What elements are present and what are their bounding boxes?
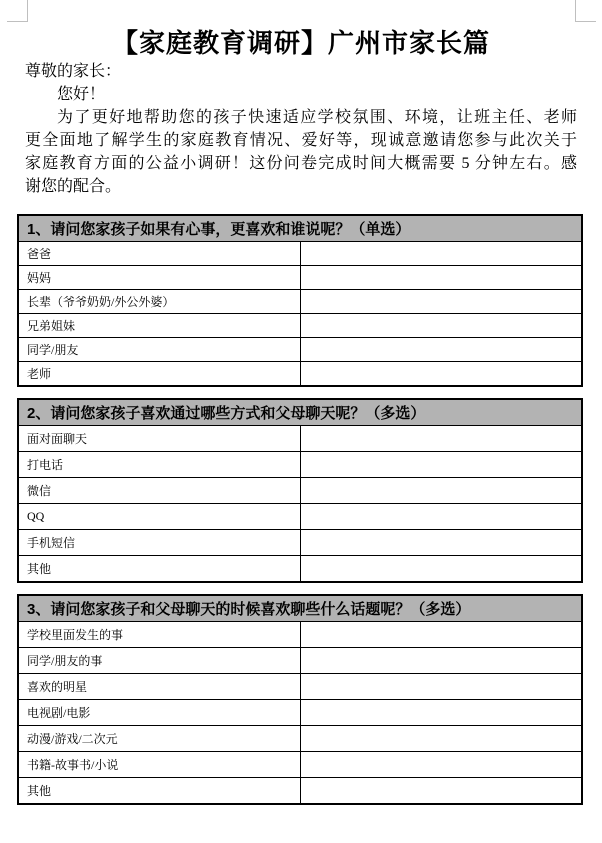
option-label: 动漫/游戏/二次元 xyxy=(18,726,300,752)
option-label: 妈妈 xyxy=(18,266,300,290)
table-row xyxy=(18,290,582,314)
option-label: 书籍-故事书/小说 xyxy=(18,752,300,778)
answer-cell[interactable] xyxy=(300,752,582,778)
question-tables xyxy=(17,214,583,805)
answer-cell[interactable] xyxy=(300,674,582,700)
intro-paragraph xyxy=(25,60,577,198)
question-2-header: 2、请问您家孩子喜欢通过哪些方式和父母聊天呢？（多选） xyxy=(18,399,582,426)
answer-cell[interactable] xyxy=(300,426,582,452)
question-1-header: 1、请问您家孩子如果有心事，更喜欢和谁说呢？（单选） xyxy=(18,215,582,242)
page-margin-mark-left xyxy=(7,0,28,22)
intro-line: 更全面地了解学生的家庭教育情况、爱好等，现诚意邀请您参与此次关于 xyxy=(25,132,577,149)
intro-greeting: 您好！ xyxy=(57,86,106,103)
option-label: 同学/朋友 xyxy=(18,338,300,362)
answer-cell[interactable] xyxy=(300,556,582,583)
table-row xyxy=(18,556,582,583)
answer-cell[interactable] xyxy=(300,362,582,387)
question-table-2 xyxy=(17,398,583,583)
intro-line: 家庭教育方面的公益小调研！这份问卷完成时间大概需要 5 分钟左右。感 xyxy=(25,155,577,172)
table-row xyxy=(18,362,582,387)
table-row xyxy=(18,726,582,752)
option-label: 打电话 xyxy=(18,452,300,478)
answer-cell[interactable] xyxy=(300,242,582,266)
table-row xyxy=(18,700,582,726)
answer-cell[interactable] xyxy=(300,622,582,648)
answer-cell[interactable] xyxy=(300,338,582,362)
option-label: 其他 xyxy=(18,778,300,805)
table-row xyxy=(18,504,582,530)
option-label: 电视剧/电影 xyxy=(18,700,300,726)
answer-cell[interactable] xyxy=(300,778,582,805)
option-label: 微信 xyxy=(18,478,300,504)
question-header-row xyxy=(18,399,582,426)
table-row xyxy=(18,426,582,452)
page-title: 【家庭教育调研】广州市家长篇 xyxy=(111,29,490,58)
table-row xyxy=(18,452,582,478)
option-label: 爸爸 xyxy=(18,242,300,266)
answer-cell[interactable] xyxy=(300,478,582,504)
answer-cell[interactable] xyxy=(300,700,582,726)
intro-line: 谢您的配合。 xyxy=(25,178,122,195)
intro-salutation: 尊敬的家长： xyxy=(25,63,122,80)
question-header-row xyxy=(18,595,582,622)
option-label: 学校里面发生的事 xyxy=(18,622,300,648)
answer-cell[interactable] xyxy=(300,290,582,314)
option-label: 同学/朋友的事 xyxy=(18,648,300,674)
table-row xyxy=(18,314,582,338)
answer-cell[interactable] xyxy=(300,504,582,530)
table-row xyxy=(18,530,582,556)
table-row xyxy=(18,266,582,290)
table-row xyxy=(18,478,582,504)
answer-cell[interactable] xyxy=(300,314,582,338)
table-row xyxy=(18,622,582,648)
answer-cell[interactable] xyxy=(300,266,582,290)
option-label: 面对面聊天 xyxy=(18,426,300,452)
option-label: 长辈（爷爷奶奶/外公外婆） xyxy=(18,290,300,314)
table-row xyxy=(18,778,582,805)
option-label: 其他 xyxy=(18,556,300,583)
question-header-row xyxy=(18,215,582,242)
option-label: 老师 xyxy=(18,362,300,387)
option-label: 兄弟姐妹 xyxy=(18,314,300,338)
option-label: QQ xyxy=(18,504,300,530)
question-3-header: 3、请问您家孩子和父母聊天的时候喜欢聊些什么话题呢？（多选） xyxy=(18,595,582,622)
page-margin-mark-right xyxy=(575,0,596,22)
question-table-1 xyxy=(17,214,583,387)
answer-cell[interactable] xyxy=(300,726,582,752)
table-row xyxy=(18,242,582,266)
option-label: 手机短信 xyxy=(18,530,300,556)
table-row xyxy=(18,338,582,362)
answer-cell[interactable] xyxy=(300,452,582,478)
intro-line: 为了更好地帮助您的孩子快速适应学校氛围、环境，让班主任、老师 xyxy=(57,109,577,126)
question-table-3 xyxy=(17,594,583,805)
answer-cell[interactable] xyxy=(300,530,582,556)
answer-cell[interactable] xyxy=(300,648,582,674)
table-row xyxy=(18,752,582,778)
table-row xyxy=(18,648,582,674)
option-label: 喜欢的明星 xyxy=(18,674,300,700)
table-row xyxy=(18,674,582,700)
